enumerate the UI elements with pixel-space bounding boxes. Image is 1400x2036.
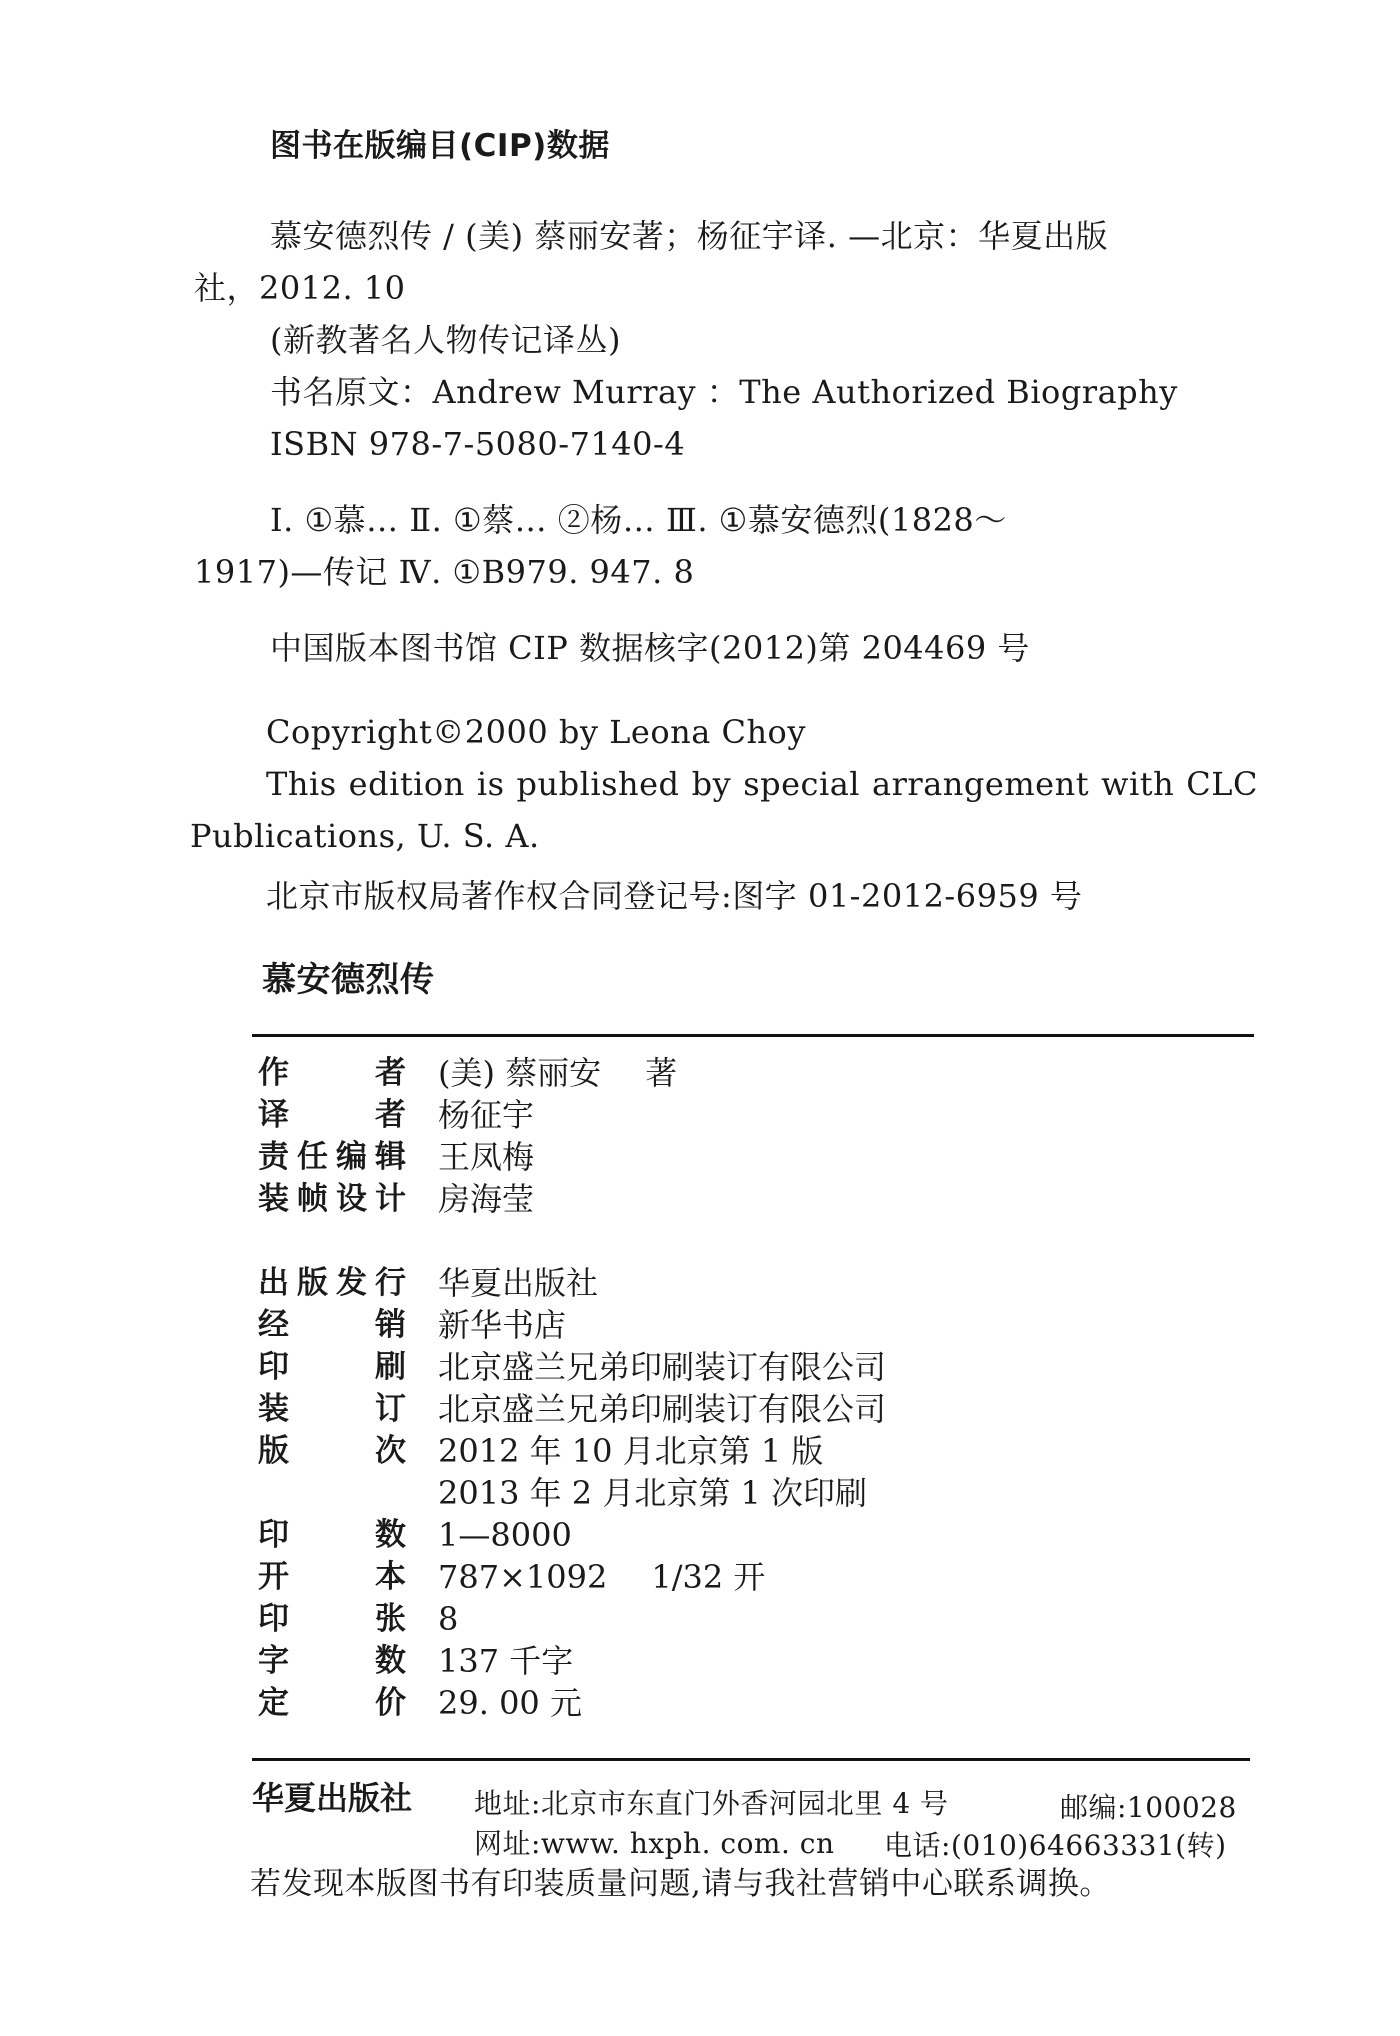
cip-verification: 中国版本图书馆 CIP 数据核字(2012)第 204469 号	[270, 629, 1030, 667]
credit-label: 译者	[258, 1097, 406, 1133]
credit-value: 杨征宇	[438, 1096, 535, 1134]
edition-text: This edition is published by special arrangement with CLC	[266, 765, 1258, 803]
cip-classification-line2: 1917)—传记 Ⅳ. ①B979. 947. 8	[194, 553, 695, 591]
pub-value: 1—8000	[438, 1516, 572, 1554]
title-rule	[252, 1034, 1254, 1037]
cip-record-line1: 慕安德烈传 / (美) 蔡丽安著；杨征宇译. —北京：华夏出版	[270, 217, 1109, 255]
pub-label: 印刷	[258, 1349, 406, 1385]
author-suffix: 著	[645, 1054, 678, 1092]
pub-value: 29. 00 元	[438, 1684, 582, 1722]
pub-value: 137 千字	[438, 1642, 574, 1680]
edition-line	[266, 764, 1258, 804]
footer-rule	[252, 1758, 1250, 1761]
credit-label: 责任编辑	[258, 1139, 406, 1175]
cip-isbn: ISBN 978-7-5080-7140-4	[270, 425, 686, 463]
author-name: (美) 蔡丽安	[438, 1054, 602, 1092]
credit-value: 王凤梅	[438, 1138, 535, 1176]
credit-value: 房海莹	[438, 1180, 535, 1218]
credit-value	[438, 1052, 677, 1094]
edition-line-continued: Publications, U. S. A.	[190, 817, 540, 855]
pub-value: 8	[438, 1600, 459, 1638]
pub-value: 2013 年 2 月北京第 1 次印刷	[438, 1474, 868, 1512]
credit-label: 装帧设计	[258, 1181, 406, 1217]
pub-value: 北京盛兰兄弟印刷装订有限公司	[438, 1348, 887, 1386]
cip-classification-line1: Ⅰ. ①慕… Ⅱ. ①蔡… ②杨… Ⅲ. ①慕安德烈(1828～	[270, 501, 1007, 539]
book-title: 慕安德烈传	[262, 960, 435, 1000]
cip-original-title: 书名原文：Andrew Murray ：The Authorized Biography	[270, 373, 1178, 411]
pub-value: 华夏出版社	[438, 1264, 599, 1302]
cip-heading: 图书在版编目(CIP)数据	[270, 128, 610, 164]
copyright-line: Copyright©2000 by Leona Choy	[266, 713, 806, 751]
cip-record-line2: 社，2012. 10	[194, 269, 406, 307]
pub-label: 经销	[258, 1307, 406, 1343]
footer-notice: 若发现本版图书有印装质量问题,请与我社营销中心联系调换。	[250, 1866, 1111, 1902]
pub-label: 装订	[258, 1391, 406, 1427]
pub-label: 定价	[258, 1685, 406, 1721]
footer-website: 网址:www. hxph. com. cn	[474, 1827, 835, 1860]
pub-value: 北京盛兰兄弟印刷装订有限公司	[438, 1390, 887, 1428]
footer-address: 地址:北京市东直门外香河园北里 4 号	[474, 1787, 949, 1820]
pub-value: 2012 年 10 月北京第 1 版	[438, 1432, 824, 1470]
pub-label: 印数	[258, 1517, 406, 1553]
format-size: 787×1092	[438, 1558, 608, 1596]
pub-label: 版次	[258, 1433, 406, 1469]
footer-postcode: 邮编:100028	[1060, 1791, 1237, 1824]
footer-phone: 电话:(010)64663331(转)	[884, 1829, 1227, 1862]
footer-publisher: 华夏出版社	[252, 1779, 413, 1817]
cip-series: (新教著名人物传记译丛)	[270, 321, 621, 359]
pub-value	[438, 1556, 765, 1598]
format-fold: 1/32 开	[651, 1558, 766, 1596]
pub-label: 开本	[258, 1559, 406, 1595]
registration-number: 北京市版权局著作权合同登记号:图字 01-2012-6959 号	[266, 877, 1083, 915]
credit-label: 作者	[258, 1055, 406, 1091]
pub-label: 印张	[258, 1601, 406, 1637]
pub-value: 新华书店	[438, 1306, 567, 1344]
pub-label: 出版发行	[258, 1265, 406, 1301]
pub-label: 字数	[258, 1643, 406, 1679]
